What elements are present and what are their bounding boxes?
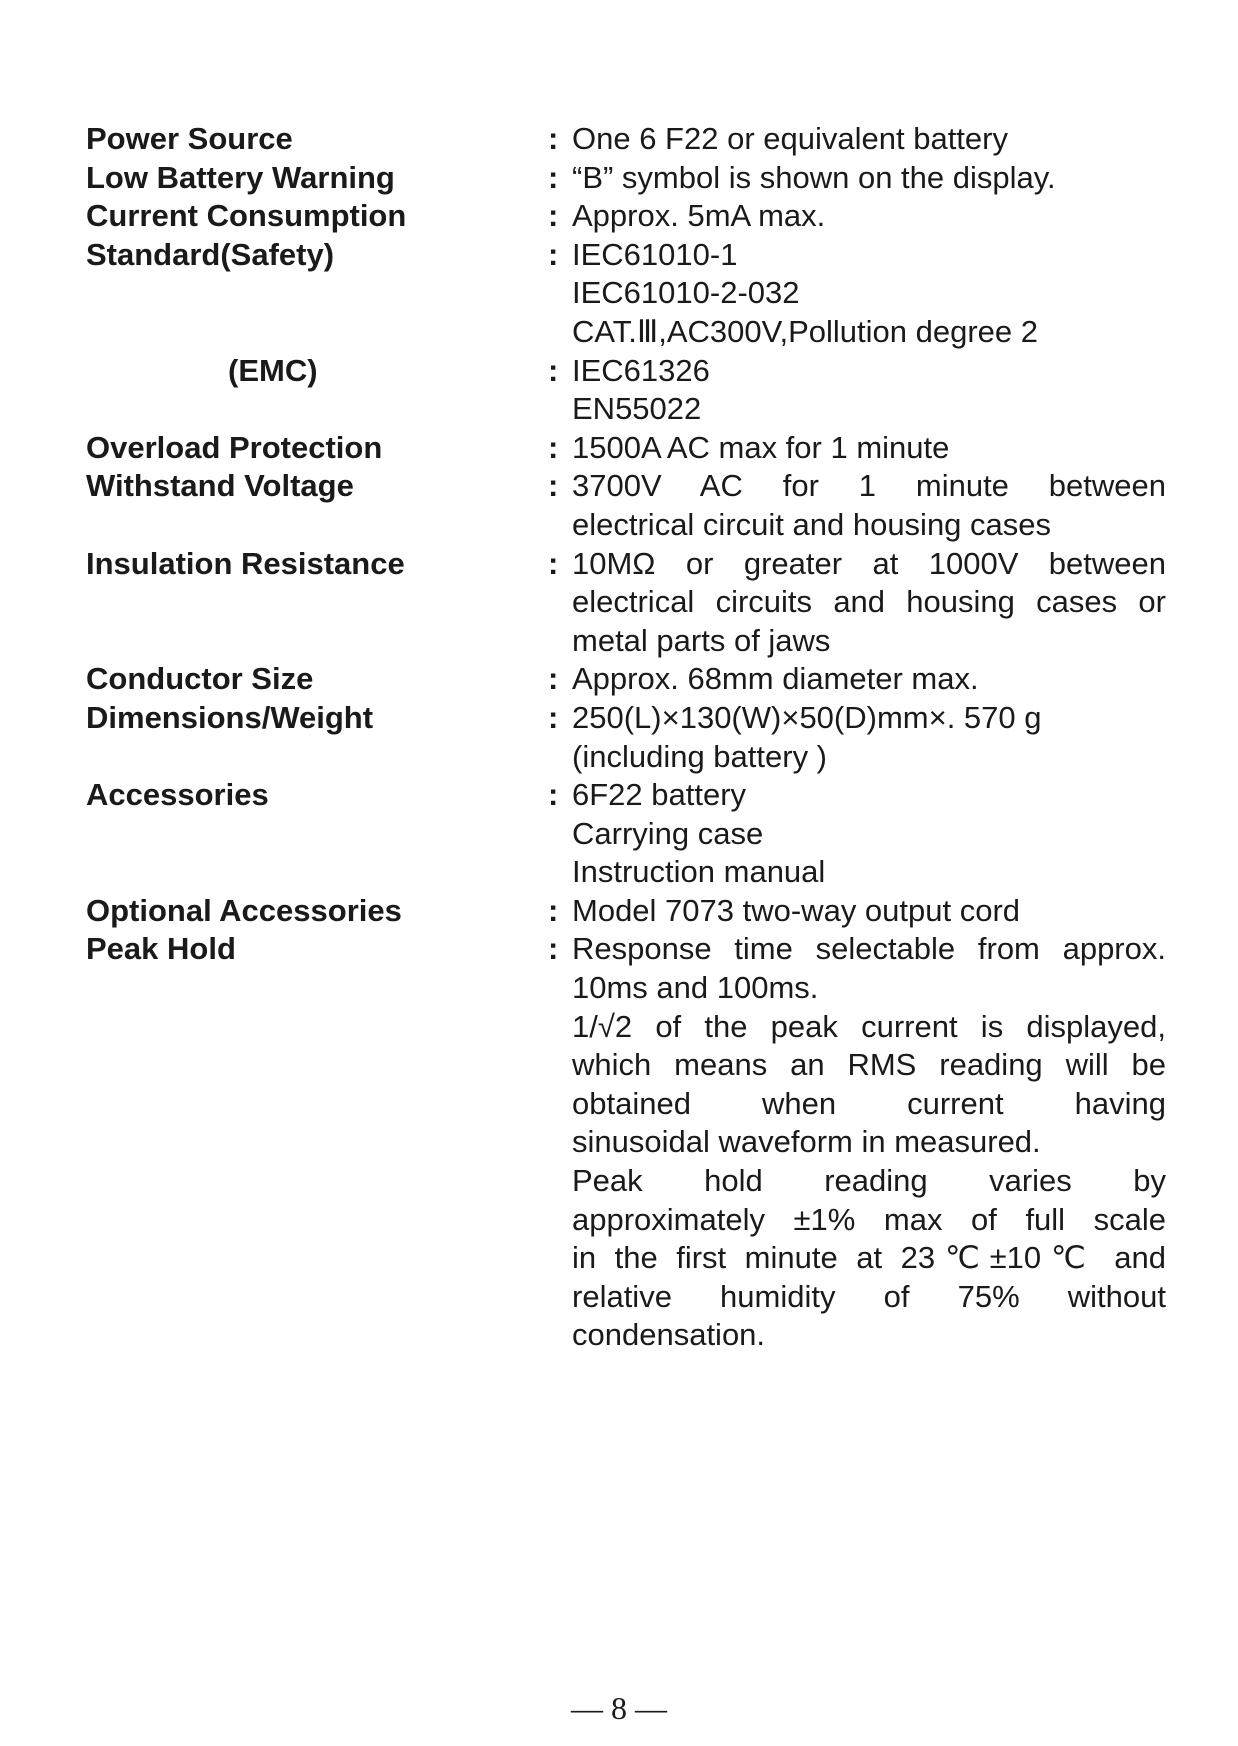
spec-value	[572, 892, 1166, 931]
spec-value	[572, 197, 1166, 236]
spec-label: Current Consumption	[86, 198, 407, 234]
spec-colon: :	[548, 159, 559, 195]
spec-value-line: 6F22 battery	[572, 777, 747, 813]
spec-value	[572, 660, 1166, 699]
spec-value-line: which means an RMS reading will be	[572, 1047, 1166, 1083]
spec-colon: :	[548, 429, 559, 465]
spec-colon: :	[548, 699, 559, 735]
spec-value-line: 1/√2 of the peak current is displayed,	[572, 1008, 1166, 1044]
spec-value-line: 10ms and 100ms.	[572, 970, 819, 1006]
spec-row-standard-safety	[86, 236, 1166, 352]
spec-value-line: “B” symbol is shown on the display.	[572, 159, 1056, 195]
spec-value	[572, 776, 1166, 892]
spec-value-line: Approx. 5mA max.	[572, 198, 826, 234]
spec-value-line: 1500A AC max for 1 minute	[572, 429, 950, 465]
spec-label: Insulation Resistance	[86, 545, 405, 581]
spec-colon: :	[548, 352, 559, 388]
spec-label: Overload Protection	[86, 429, 383, 465]
spec-colon: :	[548, 892, 559, 928]
spec-row-low-battery-warning	[86, 159, 1166, 198]
spec-value-line: IEC61010-1	[572, 236, 738, 272]
spec-row-dimensions-weight	[86, 699, 1166, 776]
spec-row-emc	[86, 352, 1166, 429]
spec-value-line: approximately ±1% max of full scale	[572, 1201, 1166, 1237]
page-number: — 8 —	[571, 1690, 667, 1726]
spec-value-line: Response time selectable from approx.	[572, 931, 1166, 967]
spec-value-line: 10MΩ or greater at 1000V between	[572, 545, 1166, 581]
spec-value-line: IEC61010-2-032	[572, 275, 800, 311]
spec-colon: :	[548, 777, 559, 813]
spec-colon: :	[548, 121, 559, 156]
spec-label: Accessories	[86, 777, 269, 813]
spec-row-power-source	[86, 120, 1166, 159]
spec-label: Withstand Voltage	[86, 468, 354, 504]
spec-value-line: EN55022	[572, 391, 702, 427]
spec-label: Power Source	[86, 121, 293, 156]
spec-value-line: (including battery )	[572, 738, 828, 774]
spec-table	[86, 120, 1166, 1355]
spec-value-line: Approx. 68mm diameter max.	[572, 661, 979, 697]
spec-value-line: condensation.	[572, 1317, 766, 1353]
spec-value-line: obtained when current having	[572, 1085, 1166, 1121]
spec-label: Conductor Size	[86, 661, 314, 697]
spec-colon: :	[548, 931, 559, 967]
spec-label: Low Battery Warning	[86, 159, 395, 195]
spec-value-line: CAT.Ⅲ,AC300V,Pollution degree 2	[572, 313, 1038, 349]
spec-value-line: electrical circuits and housing cases or	[572, 584, 1166, 620]
spec-value	[572, 120, 1166, 159]
spec-label: Peak Hold	[86, 931, 236, 967]
spec-value-line: IEC61326	[572, 352, 710, 388]
spec-value-line: in the first minute at 23℃±10℃ and	[572, 1240, 1166, 1276]
spec-value	[572, 699, 1166, 776]
spec-label: (EMC)	[228, 352, 318, 388]
spec-colon: :	[548, 545, 559, 581]
spec-value	[572, 159, 1166, 198]
spec-value	[572, 352, 1166, 429]
spec-value-line: Peak hold reading varies by	[572, 1163, 1166, 1199]
spec-label: Dimensions/Weight	[86, 699, 374, 735]
spec-colon: :	[548, 468, 559, 504]
spec-colon: :	[548, 198, 559, 234]
spec-row-overload-protection	[86, 429, 1166, 468]
spec-row-withstand-voltage	[86, 467, 1166, 544]
spec-value-line: 250(L)×130(W)×50(D)mm×. 570 g	[572, 699, 1042, 735]
spec-colon: :	[548, 236, 559, 272]
spec-value-line: relative humidity of 75% without	[572, 1278, 1166, 1314]
spec-value-line: Instruction manual	[572, 854, 826, 890]
spec-row-conductor-size	[86, 660, 1166, 699]
spec-value-line: 3700V AC for 1 minute between	[572, 468, 1166, 504]
spec-value-line: electrical circuit and housing cases	[572, 506, 1052, 542]
spec-row-optional-accessories	[86, 892, 1166, 931]
spec-value-line: metal parts of jaws	[572, 622, 831, 658]
spec-value	[572, 545, 1166, 661]
spec-value-line: sinusoidal waveform in measured.	[572, 1124, 1041, 1160]
spec-value-line: Carrying case	[572, 815, 764, 851]
spec-row-current-consumption	[86, 197, 1166, 236]
spec-row-insulation-resistance	[86, 545, 1166, 661]
spec-label: Standard(Safety)	[86, 236, 335, 272]
spec-value-line: Model 7073 two-way output cord	[572, 892, 1021, 928]
spec-row-peak-hold	[86, 930, 1166, 1355]
spec-value	[572, 429, 1166, 468]
spec-value	[572, 930, 1166, 1355]
spec-value	[572, 467, 1166, 544]
spec-value	[572, 236, 1166, 352]
spec-value-line: One 6 F22 or equivalent battery	[572, 121, 1008, 156]
spec-label: Optional Accessories	[86, 892, 402, 928]
spec-colon: :	[548, 661, 559, 697]
spec-row-accessories	[86, 776, 1166, 892]
